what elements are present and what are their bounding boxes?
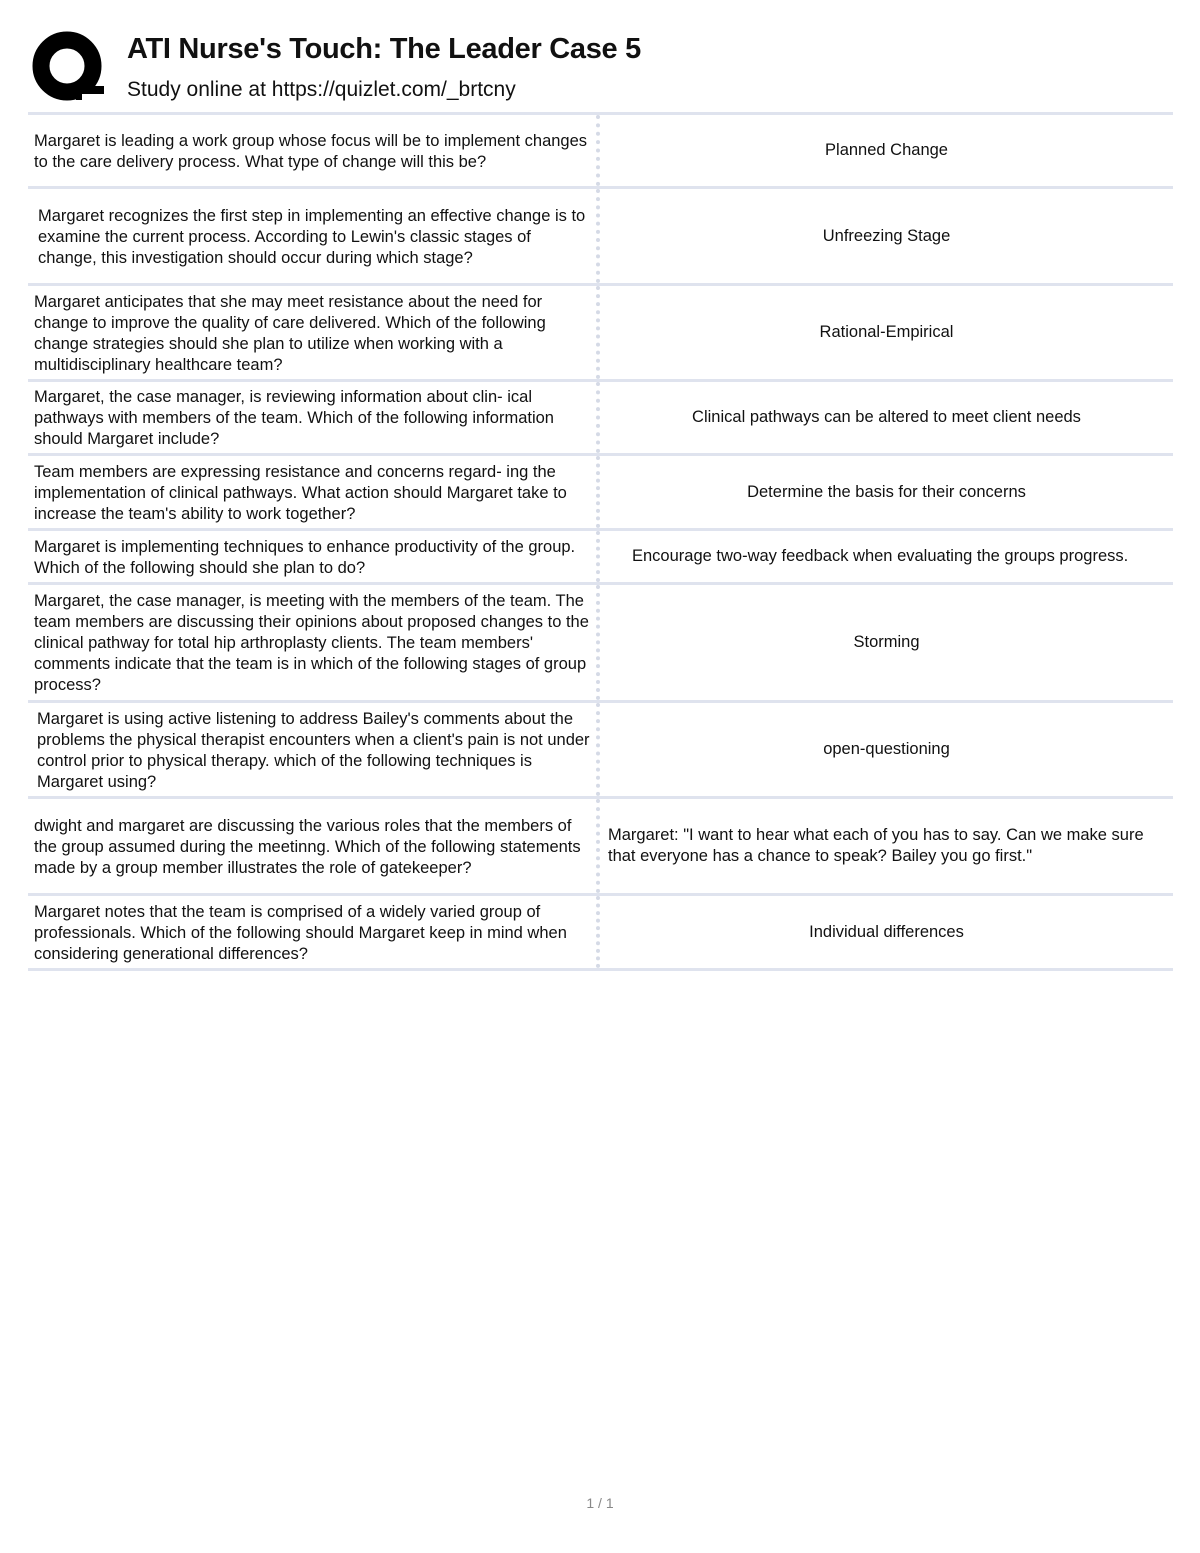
flashcard-row xyxy=(28,799,1173,896)
flashcard-term: Margaret notes that the team is comprised of a widely varied group of professionals. Which of the following should Margaret keep in mind when considering generational differences? xyxy=(28,896,600,968)
flashcard-term: dwight and margaret are discussing the various roles that the members of the group assumed during the meetinng. Which of the following statements made by a group member illustrates the role of gatekeeper? xyxy=(28,799,600,893)
page-number: 1 / 1 xyxy=(586,1495,614,1511)
flashcard-definition: Encourage two-way feedback when evaluating the groups progress. xyxy=(632,547,1129,565)
flashcard-definition: open-questioning xyxy=(823,740,950,758)
flashcard-row xyxy=(28,382,1173,456)
flashcard-definition: Planned Change xyxy=(825,141,948,159)
flashcard-term: Team members are expressing resistance and concerns regard- ing the implementation of clinical pathways. What action should Margaret take to increase the team's ability to work together? xyxy=(28,456,600,528)
flashcard-row xyxy=(28,585,1173,703)
flashcard-definition: Margaret: "I want to hear what each of you has to say. Can we make sure that everyone has a chance to speak? Bailey you go first." xyxy=(608,826,1144,865)
flashcard-row xyxy=(28,286,1173,382)
flashcard-row xyxy=(28,189,1173,286)
document-subtitle: Study online at https://quizlet.com/_brtcny xyxy=(127,78,516,101)
document-title: ATI Nurse's Touch: The Leader Case 5 xyxy=(127,33,641,65)
flashcard-row xyxy=(28,531,1173,585)
flashcard-term: Margaret, the case manager, is meeting with the members of the team. The team members are discussing their opinions about proposed changes to the clinical pathway for total hip arthroplasty clients. The team members' comments indicate that the team is in which of the following stages of group process? xyxy=(28,585,600,700)
quizlet-q-icon xyxy=(30,30,108,108)
flashcard-term: Margaret recognizes the first step in implementing an effective change is to examine the current process. According to Lewin's classic stages of change, this investigation should occur during which stage? xyxy=(28,189,600,283)
flashcard-term: Margaret is implementing techniques to enhance productivity of the group. Which of the following should she plan to do? xyxy=(28,531,600,582)
flashcard-list xyxy=(28,115,1173,971)
flashcard-definition: Storming xyxy=(853,633,920,651)
flashcard-term: Margaret anticipates that she may meet resistance about the need for change to improve the quality of care delivered. Which of the following change strategies should she plan to utilize when working with a multidisciplinary healthcare team? xyxy=(28,286,600,379)
flashcard-row xyxy=(28,456,1173,531)
flashcard-term: Margaret is leading a work group whose focus will be to implement changes to the care delivery process. What type of change will this be? xyxy=(28,115,600,186)
flashcard-row xyxy=(28,896,1173,971)
flashcard-definition: Determine the basis for their concerns xyxy=(747,482,1026,501)
flashcard-definition: Unfreezing Stage xyxy=(822,226,951,245)
flashcard-definition: Individual differences xyxy=(809,922,964,941)
flashcard-row xyxy=(28,703,1173,799)
flashcard-row xyxy=(28,115,1173,189)
flashcard-definition: Clinical pathways can be altered to meet client needs xyxy=(692,408,1081,426)
flashcard-term: Margaret, the case manager, is reviewing information about clin- ical pathways with members of the team. Which of the following information should Margaret include? xyxy=(28,382,600,453)
flashcard-definition: Rational-Empirical xyxy=(819,323,954,341)
flashcard-term: Margaret is using active listening to address Bailey's comments about the problems the physical therapist encounters when a client's pain is not under control prior to physical therapy. which of the following techniques is Margaret using? xyxy=(28,703,600,796)
